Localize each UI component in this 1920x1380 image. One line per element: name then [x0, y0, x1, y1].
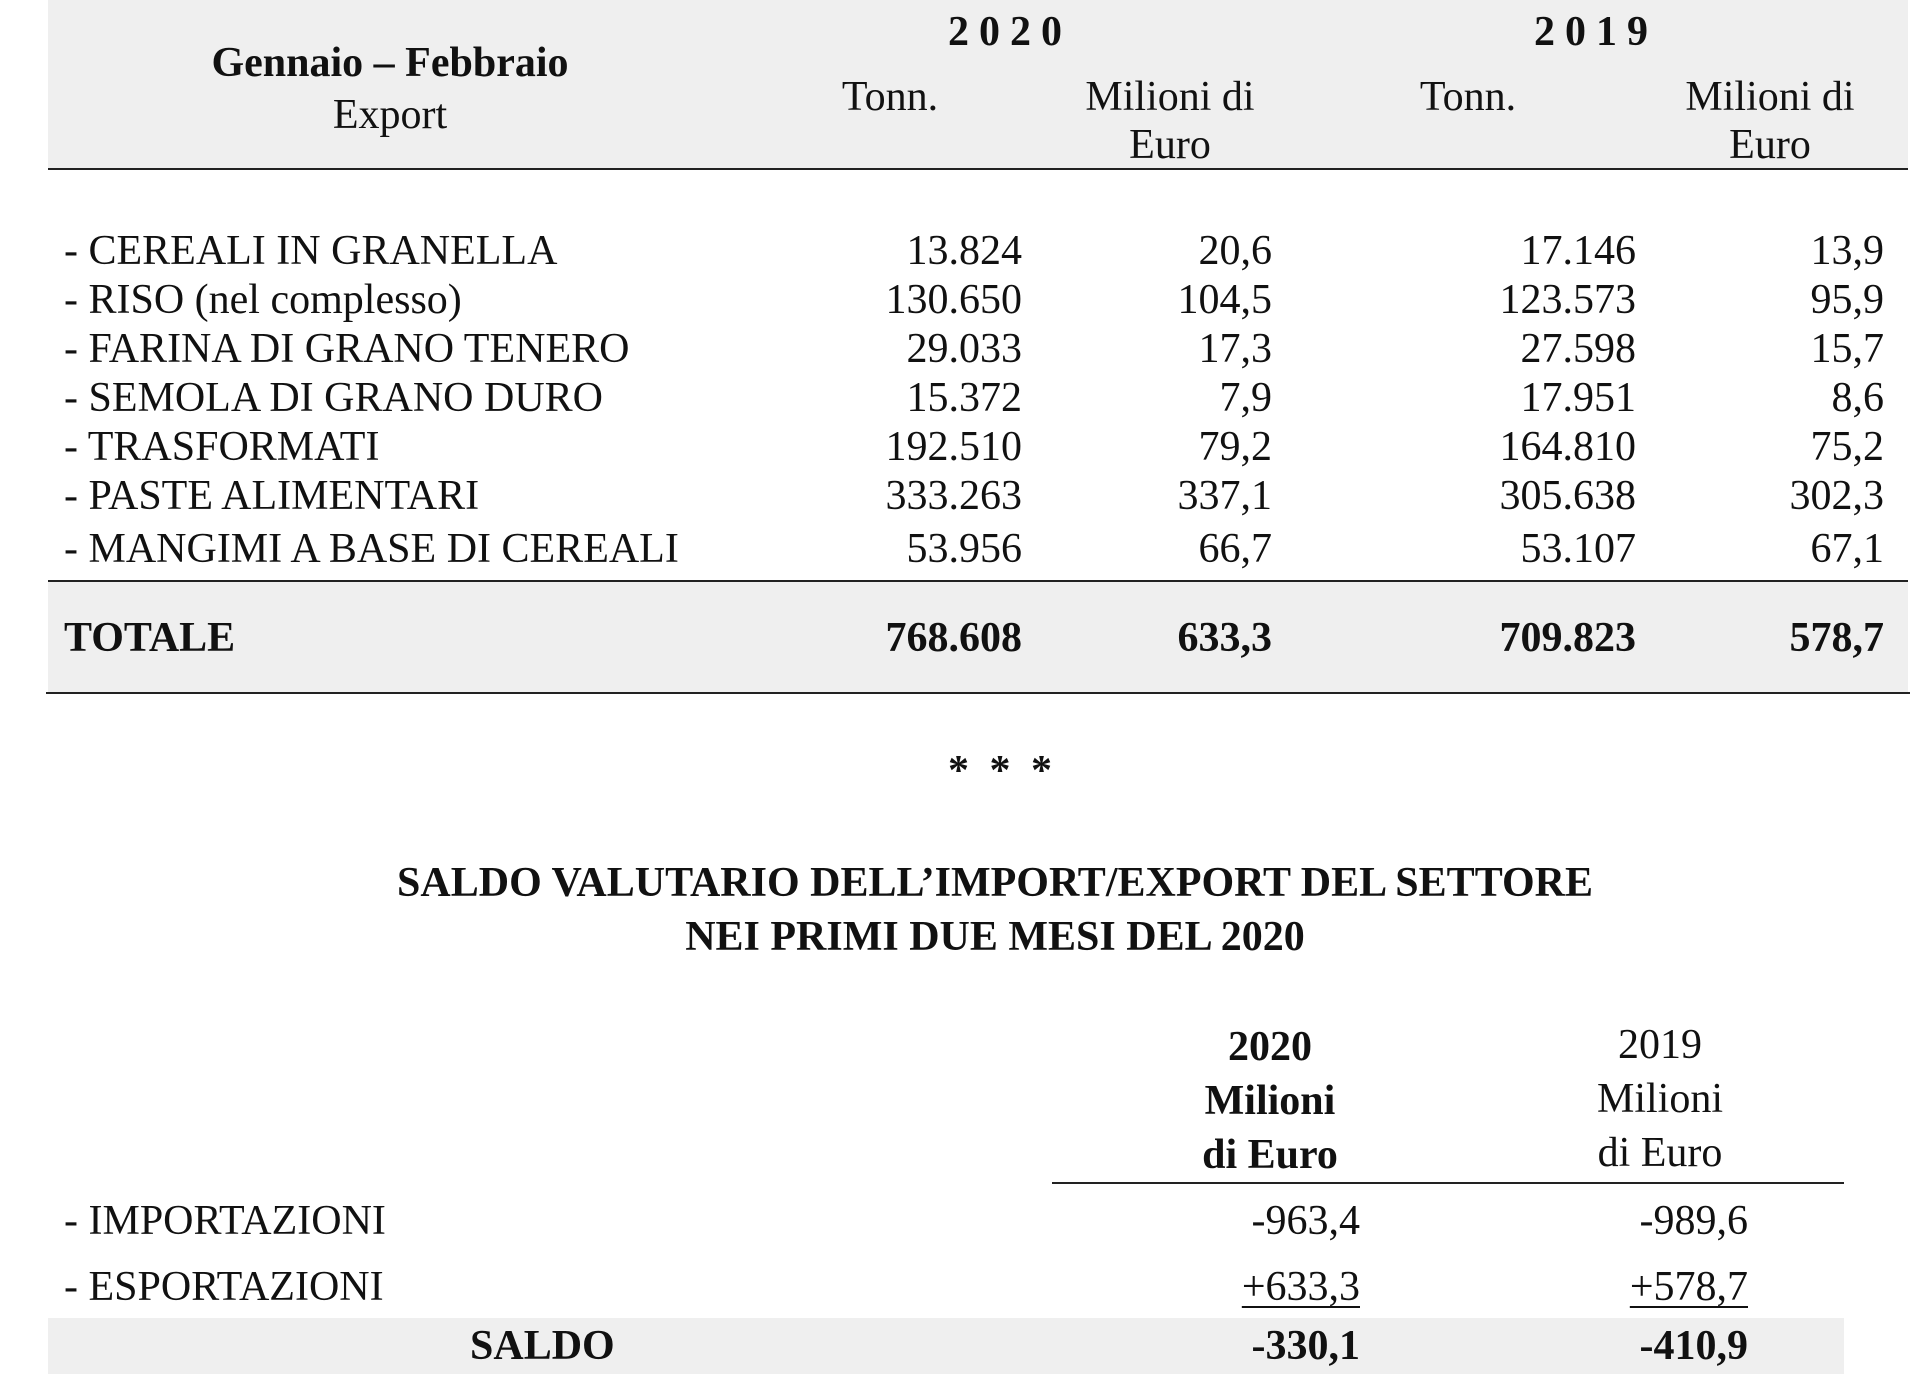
total-eur-2019: 578,7 — [1789, 615, 1884, 661]
saldo-total-2019: -410,9 — [1639, 1323, 1748, 1369]
header-col-eur-2019-line1: Milioni di — [1685, 74, 1855, 120]
cell-tonn-2020: 130.650 — [885, 277, 1022, 323]
table-row — [0, 422, 1920, 472]
saldo-header-rule — [1052, 1182, 1844, 1184]
saldo-col-2020-line2: Milioni — [1204, 1078, 1336, 1124]
saldo-title-line1: SALDO VALUTARIO DELL’IMPORT/EXPORT DEL SETTORE — [397, 860, 1593, 906]
cell-eur-2019: 15,7 — [1810, 326, 1884, 372]
row-label: - TRASFORMATI — [64, 424, 380, 470]
cell-eur-2019: 95,9 — [1810, 277, 1884, 323]
saldo-col-2020-line3: di Euro — [1202, 1132, 1338, 1178]
cell-eur-2019: 8,6 — [1831, 375, 1884, 421]
saldo-row-value-2020: -963,4 — [1251, 1198, 1360, 1244]
table-row — [0, 275, 1920, 325]
header-year-2019: 2019 — [1534, 9, 1658, 55]
header-col-tonn-2020: Tonn. — [841, 74, 939, 120]
header-bottom-rule — [48, 168, 1908, 170]
cell-tonn-2020: 15.372 — [906, 375, 1022, 421]
cell-eur-2020: 20,6 — [1198, 228, 1272, 274]
cell-eur-2020: 104,5 — [1177, 277, 1272, 323]
header-period: Gennaio – Febbraio — [211, 40, 569, 86]
cell-tonn-2020: 29.033 — [906, 326, 1022, 372]
total-tonn-2020: 768.608 — [885, 615, 1022, 661]
saldo-row-value-2019: -989,6 — [1639, 1198, 1748, 1244]
cell-tonn-2020: 333.263 — [885, 473, 1022, 519]
cell-eur-2019: 13,9 — [1810, 228, 1884, 274]
total-label: TOTALE — [64, 615, 236, 661]
cell-tonn-2019: 27.598 — [1520, 326, 1636, 372]
cell-eur-2020: 337,1 — [1177, 473, 1272, 519]
header-col-eur-2020-line1: Milioni di — [1085, 74, 1255, 120]
cell-tonn-2019: 17.951 — [1520, 375, 1636, 421]
saldo-total-label: SALDO — [470, 1323, 615, 1369]
header-year-2020: 2020 — [948, 9, 1072, 55]
saldo-col-2019-line3: di Euro — [1597, 1130, 1723, 1176]
saldo-export-2019-value: +578,7 — [1629, 1264, 1748, 1310]
total-bottom-rule — [46, 692, 1910, 694]
table-row — [0, 524, 1920, 574]
row-label: - PASTE ALIMENTARI — [64, 473, 480, 519]
header-subtitle: Export — [332, 92, 448, 138]
saldo-row-label: - ESPORTAZIONI — [64, 1264, 384, 1310]
table-row — [0, 324, 1920, 374]
saldo-total-2020: -330,1 — [1251, 1323, 1360, 1369]
total-eur-2020: 633,3 — [1177, 615, 1272, 661]
cell-tonn-2019: 123.573 — [1499, 277, 1636, 323]
saldo-col-2019-year: 2019 — [1618, 1022, 1702, 1068]
cell-eur-2019: 302,3 — [1789, 473, 1884, 519]
row-label: - MANGIMI A BASE DI CEREALI — [64, 526, 679, 572]
cell-eur-2020: 79,2 — [1198, 424, 1272, 470]
row-label: - SEMOLA DI GRANO DURO — [64, 375, 604, 421]
header-col-eur-2020-line2: Euro — [1129, 122, 1211, 168]
table-row — [0, 373, 1920, 423]
cell-eur-2020: 7,9 — [1219, 375, 1272, 421]
cell-tonn-2019: 53.107 — [1520, 526, 1636, 572]
cell-tonn-2020: 192.510 — [885, 424, 1022, 470]
table-row — [0, 471, 1920, 521]
header-col-eur-2019-line2: Euro — [1729, 122, 1811, 168]
cell-tonn-2019: 305.638 — [1499, 473, 1636, 519]
saldo-row-value-2020 — [1140, 1262, 1360, 1312]
saldo-col-2019-line2: Milioni — [1596, 1076, 1724, 1122]
saldo-export-2020-value: +633,3 — [1241, 1264, 1360, 1310]
row-label: - CEREALI IN GRANELLA — [64, 228, 558, 274]
total-tonn-2019: 709.823 — [1499, 615, 1636, 661]
saldo-row-label: - IMPORTAZIONI — [64, 1198, 386, 1244]
cell-tonn-2019: 164.810 — [1499, 424, 1636, 470]
total-row — [0, 613, 1920, 663]
cell-eur-2020: 17,3 — [1198, 326, 1272, 372]
header-col-tonn-2019: Tonn. — [1419, 74, 1517, 120]
cell-tonn-2019: 17.146 — [1520, 228, 1636, 274]
saldo-title-line2: NEI PRIMI DUE MESI DEL 2020 — [685, 914, 1305, 960]
saldo-row-value-2019 — [1528, 1262, 1748, 1312]
cell-eur-2019: 75,2 — [1810, 424, 1884, 470]
section-separator: * * * — [948, 748, 1052, 794]
cell-tonn-2020: 13.824 — [906, 228, 1022, 274]
row-label: - RISO (nel complesso) — [64, 277, 462, 323]
row-label: - FARINA DI GRANO TENERO — [64, 326, 630, 372]
cell-eur-2020: 66,7 — [1198, 526, 1272, 572]
cell-eur-2019: 67,1 — [1810, 526, 1884, 572]
table-row — [0, 226, 1920, 276]
cell-tonn-2020: 53.956 — [906, 526, 1022, 572]
saldo-col-2020-year: 2020 — [1228, 1024, 1312, 1070]
